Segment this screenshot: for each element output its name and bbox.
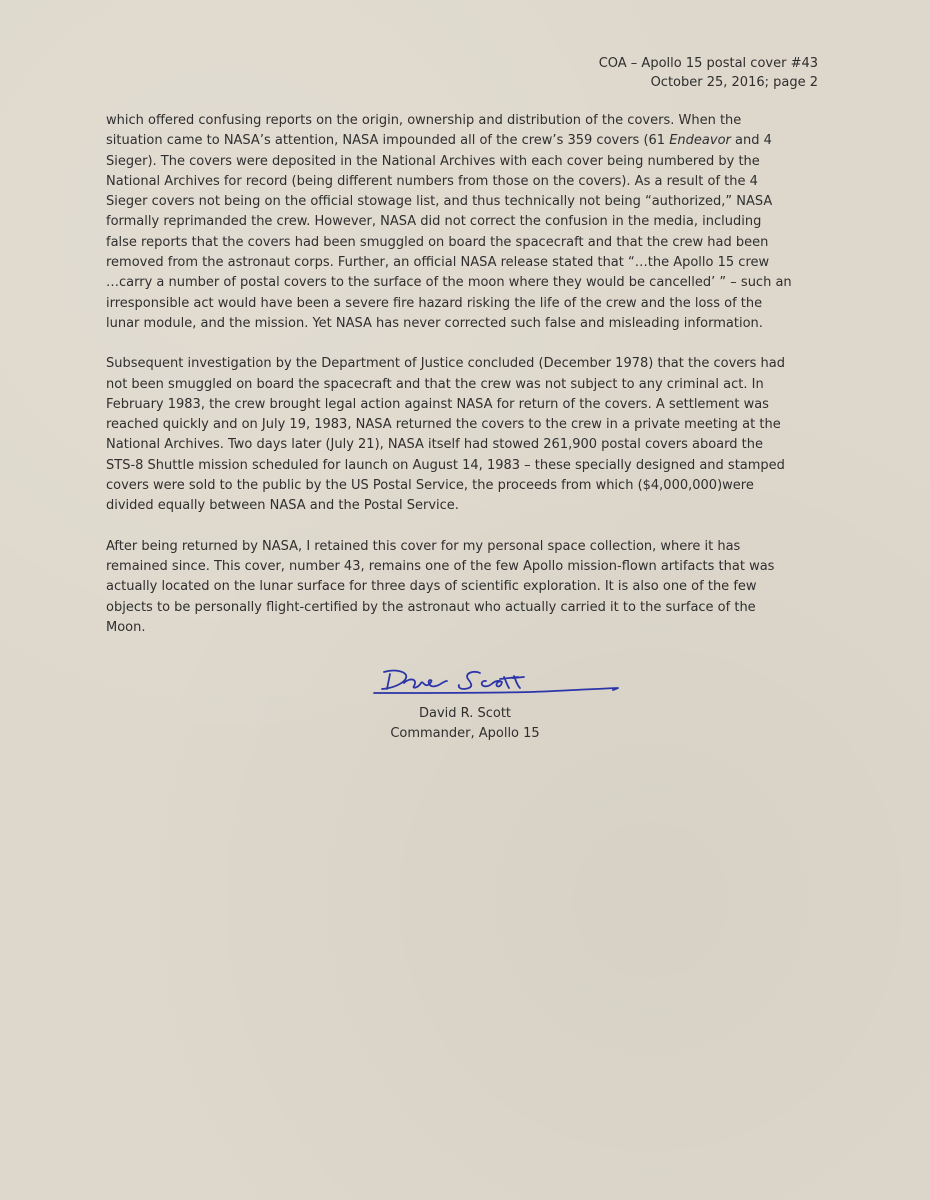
handwritten-signature <box>360 663 630 703</box>
text-line: reached quickly and on July 19, 1983, NASA returned the covers to the crew in a private meeting at the <box>106 417 781 433</box>
text-line: After being returned by NASA, I retained this cover for my personal space collection, where it has <box>106 538 741 554</box>
text-segment: situation came to NASA’s attention, NASA impounded all of the crew’s 359 covers (61 <box>106 133 670 149</box>
letter-body <box>106 111 822 638</box>
text-line: Subsequent investigation by the Department of Justice concluded (December 1978) that the covers had <box>106 356 785 372</box>
spacecraft-name: Endeavor <box>669 133 731 149</box>
text-line: false reports that the covers had been smuggled on board the spacecraft and that the crew had been <box>106 234 769 250</box>
paragraph-spacer <box>106 517 822 537</box>
text-line: actually located on the lunar surface for three days of scientific exploration. It is also one of the few <box>106 579 757 595</box>
signature-ink <box>374 671 618 693</box>
text-line: formally reprimanded the crew. However, NASA did not correct the confusion in the media, including <box>106 214 762 230</box>
text-line: lunar module, and the mission. Yet NASA has never corrected such false and misleading information. <box>106 315 763 331</box>
text-line: removed from the astronaut corps. Further, an official NASA release stated that “…the Apollo 15 crew <box>106 255 770 271</box>
paragraph-2 <box>106 354 822 516</box>
text-line: irresponsible act would have been a severe fire hazard risking the life of the crew and the loss of the <box>106 295 763 311</box>
text-line: Sieger covers not being on the official stowage list, and thus technically not being “authorized,” NASA <box>106 194 773 210</box>
header-reference: COA – Apollo 15 postal cover #43 <box>598 56 818 71</box>
signatory-name: David R. Scott <box>418 706 512 721</box>
text-line: …carry a number of postal covers to the surface of the moon where they would be cancelled’ ” – such an <box>106 275 792 291</box>
text-segment: and 4 <box>730 133 772 149</box>
text-line: STS-8 Shuttle mission scheduled for launch on August 14, 1983 – these specially designed and stamped <box>106 457 785 473</box>
text-line: Moon. <box>106 619 146 635</box>
paragraph-3 <box>106 537 822 638</box>
text-line: Sieger). The covers were deposited in the National Archives with each cover being numbered by the <box>106 153 760 169</box>
text-line <box>106 131 822 151</box>
text-line: divided equally between NASA and the Postal Service. <box>106 498 459 514</box>
text-line: covers were sold to the public by the US Postal Service, the proceeds from which ($4,000,000)were <box>106 478 754 494</box>
signature-block <box>360 663 650 753</box>
text-line: not been smuggled on board the spacecraft and that the crew was not subject to any criminal act. In <box>106 376 764 392</box>
text-line: National Archives. Two days later (July 21), NASA itself had stowed 261,900 postal covers aboard the <box>106 437 763 453</box>
text-line: which offered confusing reports on the origin, ownership and distribution of the covers. When the <box>106 113 742 128</box>
text-line: National Archives for record (being different numbers from those on the covers). As a result of the 4 <box>106 173 758 189</box>
text-line: objects to be personally flight-certified by the astronaut who actually carried it to the surface of the <box>106 599 756 615</box>
page-header <box>599 54 818 92</box>
signatory-title: Commander, Apollo 15 <box>390 726 540 741</box>
header-date-page: October 25, 2016; page 2 <box>650 75 818 90</box>
paragraph-spacer <box>106 334 822 354</box>
paragraph-1 <box>106 111 822 334</box>
text-line: February 1983, the crew brought legal action against NASA for return of the covers. A settlement was <box>106 396 769 412</box>
text-line: remained since. This cover, number 43, remains one of the few Apollo mission-flown artifacts that was <box>106 558 775 574</box>
